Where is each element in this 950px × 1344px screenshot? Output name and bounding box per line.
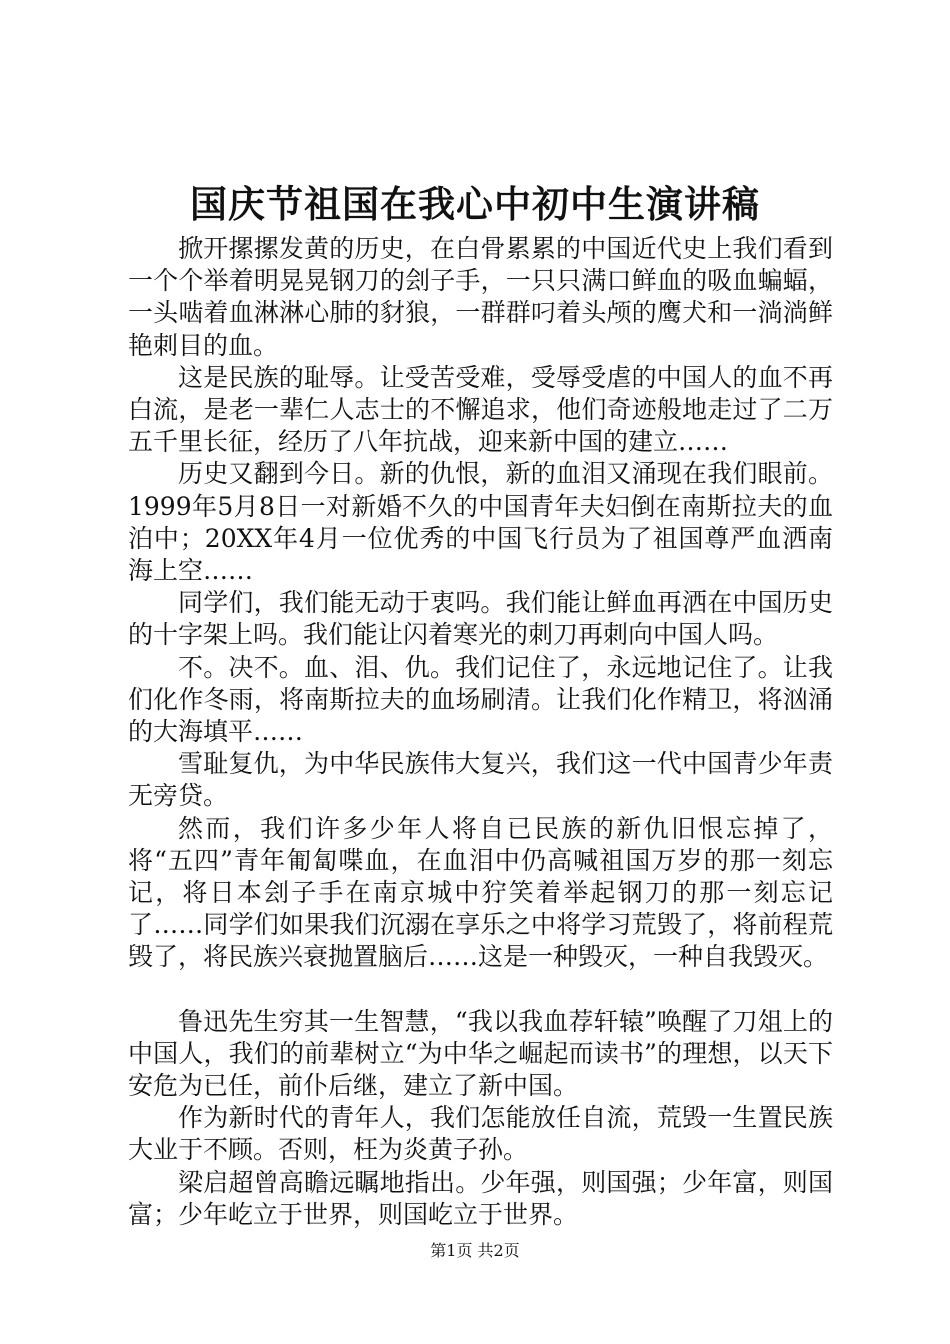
document-title: 国庆节祖国在我心中初中生演讲稿 — [190, 182, 760, 226]
paragraph-1: 掀开摞摞发黄的历史，在白骨累累的中国近代史上我们看到一个个举着明晃晃钢刀的刽子手，一只只满口鲜血的吸血蝙蝠，一头啮着血淋淋心肺的豺狼，一群群叼着头颅的鹰犬和一淌淌鲜艳刺目的血。 — [128, 234, 833, 360]
paragraph-9: 作为新时代的青年人，我们怎能放任自流，荒毁一生置民族大业于不顾。否则，枉为炎黄子孙。 — [128, 1103, 833, 1165]
document-body — [128, 233, 833, 1231]
page-footer: 第1页 共2页 — [430, 1241, 520, 1260]
paragraph-2: 这是民族的耻辱。让受苦受难，受辱受虐的中国人的血不再白流，是老一辈仁人志士的不懈追求，他们奇迹般地走过了二万五千里长征，经历了八年抗战，迎来新中国的建立…… — [128, 362, 833, 457]
paragraph-10: 梁启超曾高瞻远瞩地指出。少年强，则国强；少年富，则国富；少年屹立于世界，则国屹立于世界。 — [128, 1167, 833, 1229]
paragraph-spacer — [128, 974, 833, 1006]
paragraph-7: 然而，我们许多少年人将自已民族的新仇旧恨忘掉了，将“五四”青年匍匐喋血，在血泪中仍高喊祖国万岁的那一刻忘记，将日本刽子手在南京城中狞笑着举起钢刀的那一刻忘记了……同学们如果我们沉溺在享乐之中将学习荒毁了，将前程荒毁了，将民族兴衰抛置脑后……这是一种毁灭，一种自我毁灭。 — [128, 813, 833, 972]
paragraph-3: 历史又翻到今日。新的仇恨，新的血泪又涌现在我们眼前。1999年5月8日一对新婚不久的中国青年夫妇倒在南斯拉夫的血泊中；20XX年4月一位优秀的中国飞行员为了祖国尊严血洒南海上空…… — [128, 459, 833, 586]
paragraph-8: 鲁迅先生穷其一生智慧，“我以我血荐轩辕”唤醒了刀俎上的中国人，我们的前辈树立“为中华之崛起而读书”的理想，以天下安危为已任，前仆后继，建立了新中国。 — [128, 1006, 833, 1101]
paragraph-6: 雪耻复仇，为中华民族伟大复兴，我们这一代中国青少年责无旁贷。 — [128, 749, 833, 811]
paragraph-5: 不。决不。血、泪、仇。我们记住了，永远地记住了。让我们化作冬雨，将南斯拉夫的血场刷清。让我们化作精卫，将汹涌的大海填平…… — [128, 652, 833, 747]
paragraph-4: 同学们，我们能无动于衷吗。我们能让鲜血再洒在中国历史的十字架上吗。我们能让闪着寒光的刺刀再刺向中国人吗。 — [128, 588, 833, 650]
